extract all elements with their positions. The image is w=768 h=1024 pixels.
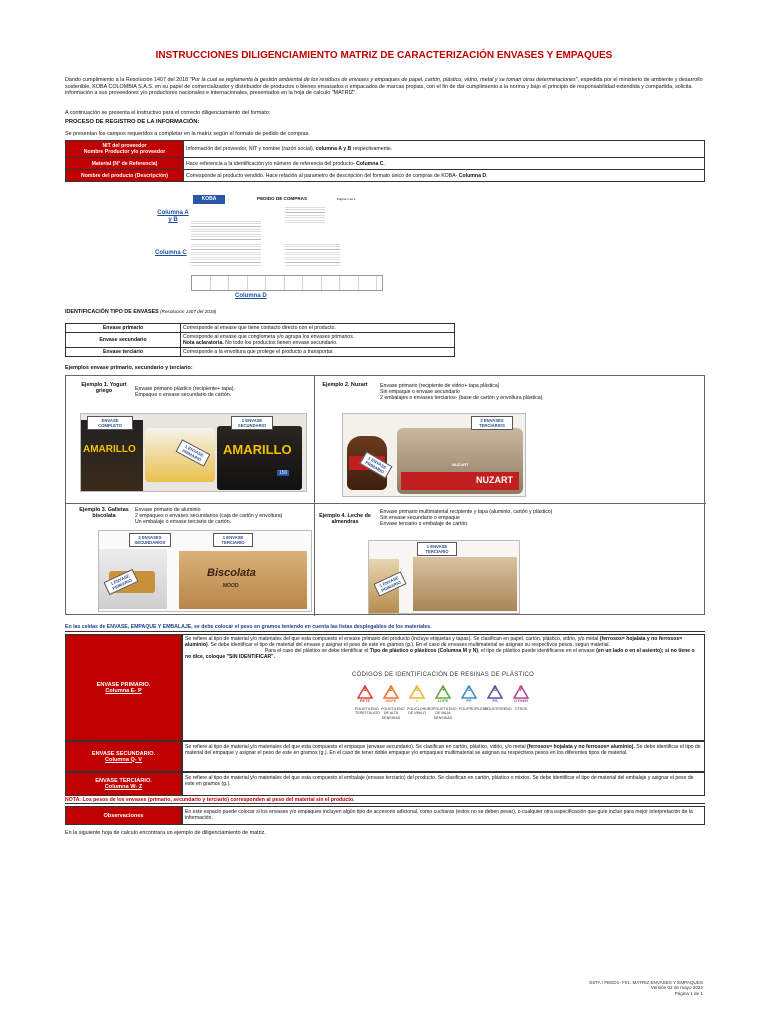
ejemplo1-title: Ejemplo 1. Yogurt griego [81, 382, 127, 395]
registro-intro: Se presentan los campos requeridos a completar en la matriz según el formato de pedido de compras. [65, 131, 310, 137]
recycle-triangle-icon: 1 [357, 685, 373, 699]
identificacion-heading: IDENTIFICACIÓN TIPO DE ENVASES (Resolución 1407 del 2018) [65, 309, 217, 315]
resin-code-item: 1 PETE POLIETILENO TEREFTALATO [355, 686, 381, 716]
recycle-triangle-icon: 7 [513, 685, 529, 699]
ejemplo4-title: Ejemplo 4. Leche de almendras [319, 513, 371, 526]
recycle-triangle-icon: 3 [409, 685, 425, 699]
envase-terciario-content: Se refiere al tipo de material y/o materiales del que esta compuesto el embalaje (envase terciario) del producto. Se clasifican en cartón, plástico o mixtos. Se debe identificar el tipo de material del embalaje y asignar el peso de este en gramos (g.). [182, 772, 705, 796]
pesos-heading: En las celdas de ENVASE, EMPAQUE Y EMBALAJE, se debe colocar el peso en gramos teniendo en cuenta las listas desplegables de los materiales. [65, 624, 705, 632]
resinas-codes [268, 685, 618, 720]
ejemplo4-photo [368, 540, 520, 614]
pedido-provider-lines [191, 219, 261, 243]
ejemplo2-title: Ejemplo 2. Nuzart [322, 382, 368, 388]
envase-secundario-desc: Corresponde al envase que conglomera y/o agrupa los envases primarios. Nota aclaratoria. No todo los productos tienen envase secundario. [181, 333, 455, 348]
pedido-compras-image [155, 193, 385, 303]
pedido-title: PEDIDO DE COMPRAS [257, 196, 308, 201]
envase-primario-cell: Envase primario [66, 324, 181, 333]
intro-paragraph: Dando cumplimiento a la Resolución 1407 del 2018 "Por la cual se reglamenta la gestión ambiental de los residuos de envases y empaques de papel, cartón, plástico, vidrio, metal y se toman otras determinaciones", expedida por el ministerio de ambiente y desarrollo sostenible, KOBA COLOMBIA S.A.S. en su papel de comercializador y distribuidor de productos o bienes envasados o empacados de marcas propias, con el fin de dar cumplimiento a la norma y bajo el principio de responsabilidad extendida y compartida, solicita información a sus proveedores y/o productores nacionales e internacionales, presentados en la hoja de calculo "MATRIZ". [65, 77, 703, 97]
identificacion-table [65, 323, 455, 357]
pedido-page: Página 1 de 1 [337, 197, 356, 201]
tag-primario: 1 ENVASE PRIMARIO [360, 451, 393, 478]
koba-logo: KOBA [193, 195, 225, 204]
table-row [66, 170, 705, 182]
footer: SSTA / FEED1- F01. MATRIZ ENVASES Y EMPAQUES Versión 02 de mayo 2022 Página 1 de 1 [589, 980, 703, 996]
nota-pesos: NOTA: Los pesos de los envases (primario, secundario y terciario) corresponden al peso del material sin el producto. [65, 797, 705, 804]
material-label-cell: Material (N° de Referencia) [66, 158, 184, 170]
label-columna-d: Columna D [235, 293, 267, 299]
nit-label-cell: NIT del proveedor Nombre Productor y/o proveedor [66, 141, 184, 158]
registro-heading: PROCESO DE REGISTRO DE LA INFORMACIÓN: [65, 119, 200, 125]
envase-secundario-content: Se refiere al tipo de material y/o materiales del que esta compuesto el empaque (envase secundario). Se clasifican en cartón, plástico, vidrio, y/o metal (ferrosos= hojalata y no ferrosos= aluminio). Se debe identificar el tipo de material del empaque y asignar el peso de este en gramos (g.). En el caso de tener doble empaque y/o empaques multimaterial se asignan su respectivos pesos en los diferentes tipos de material. [182, 741, 705, 772]
resin-code-item: 5 PP POLIPROPILENO [459, 686, 489, 712]
recycle-triangle-icon: 4 [435, 685, 451, 699]
ejemplo3-desc: Envase primario de aluminio 2 empaques o envases secundarios (caja de cartón y envoltura) Un embalaje o envase terciario de cartón. [135, 507, 283, 526]
recycle-triangle-icon: 2 [383, 685, 399, 699]
envase-primario-content: Se refiere al tipo de material y/o materiales del que esta compuesto el envase primario del producto (incluye etiquetas y tapas). Se clasifican en papel, cartón, plástico, vidrio, y/o metal (ferrosos= hojalata y no ferrosos= aluminio). Se debe identificar el tipo de material del envase y asignar el peso de este en gramos (g.). En el caso de envases multimaterial se asignan su respectivos pesos, segun material. Para el caso del plástico se debe identificar el Tipo de plástico o plásticos (Columna M y N), el tipo de plástico puede identificarse en el envase (en un lado o en el asiento); si no tiene o no dice, coloque "SIN IDENTIFICAR". CÓDIGOS DE IDENTIFICACIÓN DE RESINAS DE PLÁSTICO 1 PETE POLIETILENO TEREFTALATO 2 HDPE POLIETILENO DE ALTA DENSIDAD 3 V POLICLORURO DE VINILO 4 LDPE POLIETILENO DE BAJA DENSIDAD 5 PP POLIPROPILENO 6 PS POLIESTIRENO 7 OTHER OTROS [182, 634, 705, 741]
galletas-box: Biscolata MOOD [179, 551, 307, 609]
tag-primario: 1 ENVASE PRIMARIO [176, 439, 211, 466]
tag-envase-completo: ENVASE COMPLETO [87, 416, 133, 430]
ejemplo1-photo [80, 413, 307, 492]
resin-code-item: 2 HDPE POLIETILENO DE ALTA DENSIDAD [381, 686, 405, 720]
ejemplo1-desc: Envase primario plástico (recipiente+ tapa). Empaque o envase secundario de cartón. [135, 386, 235, 399]
resin-code-item: 7 OTHER OTROS [514, 686, 528, 712]
table-row [66, 333, 455, 348]
observaciones-content: En este espacio puede colocar si los envases y/o empaques incluyen algún tipo de accesorio adicional, como cucharas (estos no se deben pesar), o cualquier otra especificación que guíe incluir para mejor interpretación de la información. [182, 806, 705, 825]
tag-primario: 1 ENVASE PRIMARIO [104, 569, 139, 595]
tag-terciario: 1 ENVASE TERCIARIO [213, 533, 253, 547]
resin-code-item: 4 LDPE POLIETILENO DE BAJA DENSIDAD [433, 686, 457, 720]
envase-terciario-cell: Envase terciario [66, 348, 181, 357]
envase-terciario-label: ENVASE TERCIARIO. Columna W- Z [65, 772, 182, 796]
envase-terciario-desc: Corresponde a la envoltura que protege el producto a transportar. [181, 348, 455, 357]
resin-code-item: 3 V POLICLORURO DE VINILO [407, 686, 434, 716]
label-columna-ab: Columna A y B [157, 210, 189, 223]
tag-secundarios: 2 ENVASES SECUNDARIOS [129, 533, 171, 547]
tag-terciario: 1 ENVASE TERCIARIO [417, 542, 457, 556]
ejemplo2-desc: Envase primario (recipiente de vidrio+ tapa plástica) Sin empaque o envase secundario 2 embalajes o envases terciarios- (base de cartón y envoltura plástica). [380, 383, 544, 402]
ejemplos-divider-h [66, 503, 706, 504]
resin-code-item: 6 PS POLIESTIRENO [485, 686, 512, 712]
table-row [66, 158, 705, 170]
tag-primario: 1 ENVASE PRIMARIO [373, 571, 406, 596]
envase-primario-label: ENVASE PRIMARIO. Columna E- P [65, 634, 182, 741]
producto-label-cell: Nombre del producto (Descripción) [66, 170, 184, 182]
ejemplos-heading: Ejemplos envase primario, secundario y terciario: [65, 365, 193, 371]
pedido-data-lines [285, 242, 340, 266]
ejemplo2-photo [342, 413, 526, 497]
table-row [66, 348, 455, 357]
ejemplo3-title: Ejemplo 3. Galletas biscolata [79, 507, 129, 520]
final-note: En la siguiente hoja de calculo encontrara un ejemplo de diligenciamiento de matriz. [65, 830, 266, 836]
envase-secundario-label: ENVASE SECUNDARIO. Columna Q- V [65, 741, 182, 772]
yogurt-box: AMARILLO [81, 420, 143, 491]
registro-table [65, 140, 705, 182]
pedido-header-lines [285, 205, 325, 225]
pedido-items-table [191, 275, 383, 291]
tag-secundario: 1 ENVASE SECUNDARIO [231, 416, 273, 430]
page-title: INSTRUCCIONES DILIGENCIAMIENTO MATRIZ DE CARACTERIZACIÓN ENVASES Y EMPAQUES [155, 50, 613, 61]
nit-desc-cell: Información del proveedor, NIT y nombre (razón social), columna A y B respectivamente. [184, 141, 705, 158]
pedido-delivery-lines [191, 242, 261, 266]
resinas-title: CÓDIGOS DE IDENTIFICACIÓN DE RESINAS DE PLÁSTICO [351, 672, 535, 678]
ejemplo4-desc: Envase primario multimaterial recipiente y tapa (aluminio, cartón y plástico) Sin envase secundario o empaque Envase terciario o embalaje de cartón. [380, 509, 553, 528]
recycle-triangle-icon: 6 [487, 685, 503, 699]
leche-box [413, 557, 517, 611]
envase-primario-desc: Corresponde al envase que tiene contacto directo con el producto. [181, 324, 455, 333]
nuzart-pack: NUZART NUZART [397, 428, 523, 494]
ejemplos-divider-v [314, 376, 315, 616]
intro-note: A continuación se presenta el instructivo para el correcto diligenciamiento del formato: [65, 110, 271, 116]
table-row [66, 141, 705, 158]
tag-terciarios: 2 ENVASES TERCIARIOS [471, 416, 513, 430]
material-desc-cell: Hace referencia a la identificación y/o número de referencia del producto- Columna C. [184, 158, 705, 170]
producto-desc-cell: Corresponde al producto vendido. Hace relación al parametro de descripción del formato único de compras de KOBA- Columna D. [184, 170, 705, 182]
yogurt-box-open: AMARILLO 150 [217, 426, 302, 490]
table-row [66, 324, 455, 333]
label-columna-c: Columna C [155, 250, 187, 256]
observaciones-label: Observaciones [65, 806, 182, 825]
recycle-triangle-icon: 5 [461, 685, 477, 699]
envase-secundario-cell: Envase secundario [66, 333, 181, 348]
ejemplo3-photo [98, 530, 312, 612]
